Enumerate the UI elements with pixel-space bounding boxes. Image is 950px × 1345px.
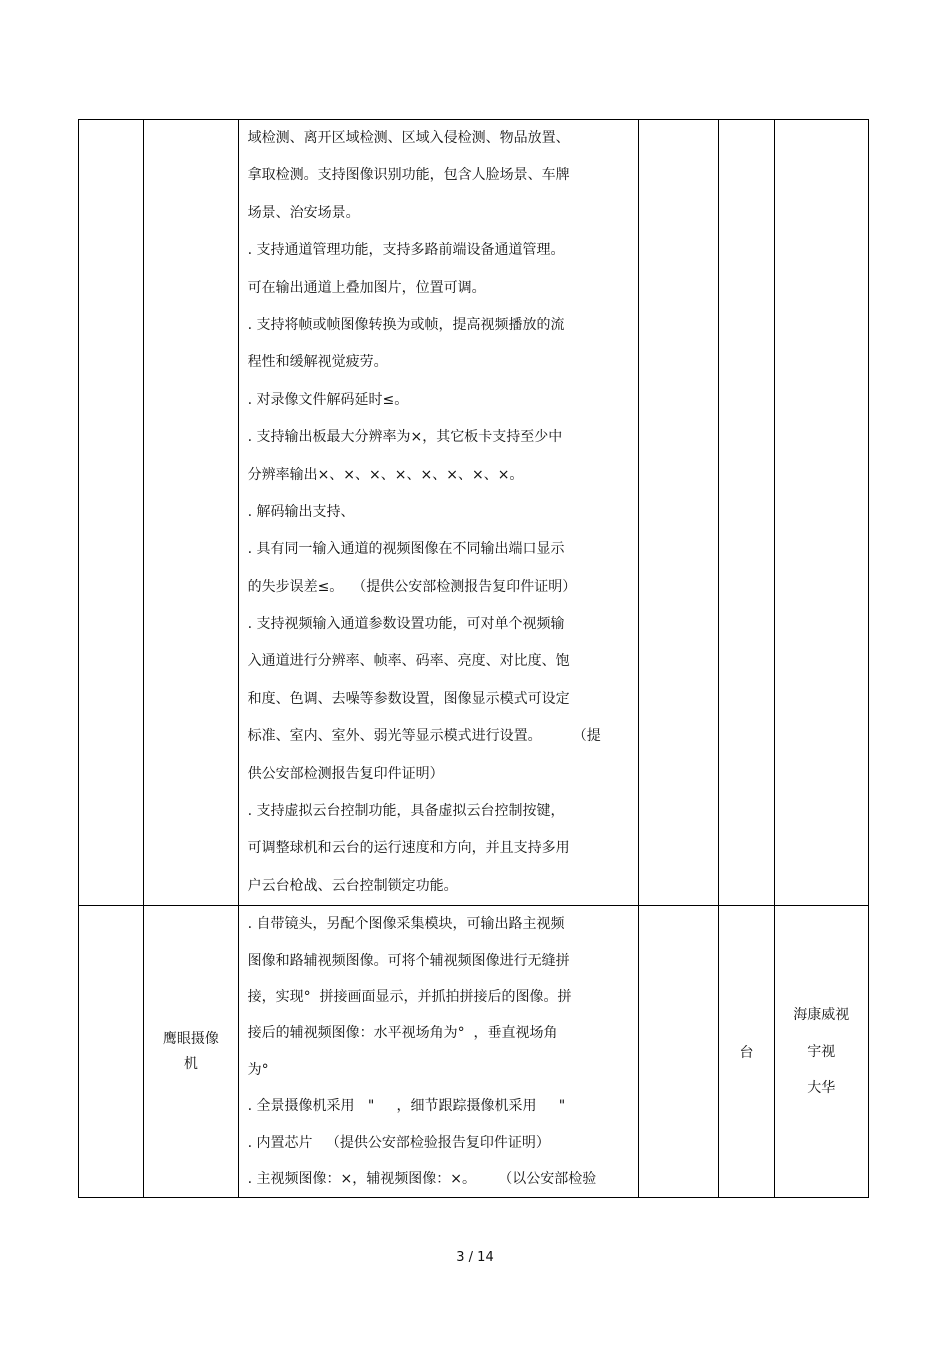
index-cell: [79, 906, 144, 1198]
spec-line: . 支持虚拟云台控制功能，具备虚拟云台控制按键，: [247, 803, 565, 820]
spec-line: 标准、室内、室外、弱光等显示模式进行设置。 （提: [247, 728, 601, 745]
brand-name: 大华: [807, 1080, 836, 1097]
spec-line: . 内置芯片 （提供公安部检验报告复印件证明）: [247, 1134, 550, 1151]
spec-line: 程性和缓解视觉疲劳。: [247, 354, 388, 371]
table-row: [79, 120, 869, 906]
spec-line: 为°: [247, 1061, 269, 1078]
spec-line: 的失步误差≤。 （提供公安部检测报告复印件证明）: [247, 578, 577, 595]
spec-line: . 支持通道管理功能，支持多路前端设备通道管理。: [247, 242, 565, 259]
spec-line: . 自带镜头，另配个图像采集模块，可输出路主视频: [247, 916, 565, 933]
brand-name: 海康威视: [793, 1007, 850, 1024]
spec-table: [78, 119, 869, 1198]
spec-line: . 解码输出支持、: [247, 503, 355, 520]
spec-line: 分辨率输出×、×、×、×、×、×、×、×。: [247, 466, 524, 483]
spec-line: 拿取检测。支持图像识别功能，包含人脸场景、车牌: [247, 167, 570, 184]
quantity-cell: [639, 120, 719, 906]
spec-line: 户云台枪战、云台控制锁定功能。: [247, 877, 458, 894]
brand-cell: [774, 120, 868, 906]
spec-line: 可在输出通道上叠加图片，位置可调。: [247, 279, 486, 296]
spec-line: . 主视频图像：×，辅视频图像：×。 （以公安部检验: [247, 1170, 597, 1187]
spec-cell: [238, 120, 639, 906]
spec-line: . 对录像文件解码延时≤。: [247, 391, 409, 408]
unit-cell: [719, 120, 774, 906]
table-row: [79, 906, 869, 1198]
spec-cell: [238, 906, 639, 1198]
spec-line: . 全景摄像机采用 " ，细节跟踪摄像机采用 ": [247, 1098, 566, 1115]
product-name: 鹰眼摄像机: [162, 1030, 219, 1072]
spec-line: 域检测、离开区域检测、区域入侵检测、物品放置、: [247, 130, 570, 146]
spec-line: . 支持将帧或帧图像转换为或帧，提高视频播放的流: [247, 316, 565, 333]
unit-cell: [719, 906, 774, 1198]
index-cell: [79, 120, 144, 906]
page-number: 3 / 14: [456, 1250, 494, 1265]
unit-label: 台: [739, 1044, 754, 1061]
spec-line: 接后的辅视频图像：水平视场角为° ，垂直视场角: [247, 1025, 558, 1042]
spec-line: . 具有同一输入通道的视频图像在不同输出端口显示: [247, 541, 565, 558]
spec-line: 场景、治安场景。: [247, 204, 360, 221]
spec-line: . 支持输出板最大分辨率为×，其它板卡支持至少中: [247, 429, 563, 446]
quantity-cell: [639, 906, 719, 1198]
brand-name: 宇视: [807, 1043, 836, 1060]
brand-cell: [774, 906, 868, 1198]
spec-line: 图像和路辅视频图像。可将个辅视频图像进行无缝拼: [247, 952, 570, 969]
spec-line: 供公安部检测报告复印件证明）: [247, 765, 444, 782]
spec-line: 入通道进行分辨率、帧率、码率、亮度、对比度、饱: [247, 653, 570, 670]
product-cell: [144, 120, 238, 906]
spec-line: . 支持视频输入通道参数设置功能，可对单个视频输: [247, 616, 565, 633]
spec-text: [239, 120, 639, 905]
product-cell: [144, 906, 238, 1198]
spec-text: [239, 906, 639, 1197]
spec-line: 和度、色调、去噪等参数设置，图像显示模式可设定: [247, 690, 570, 707]
spec-line: 接，实现° 拼接画面显示，并抓拍拼接后的图像。拼: [247, 988, 572, 1005]
spec-line: 可调整球机和云台的运行速度和方向，并且支持多用: [247, 840, 570, 857]
